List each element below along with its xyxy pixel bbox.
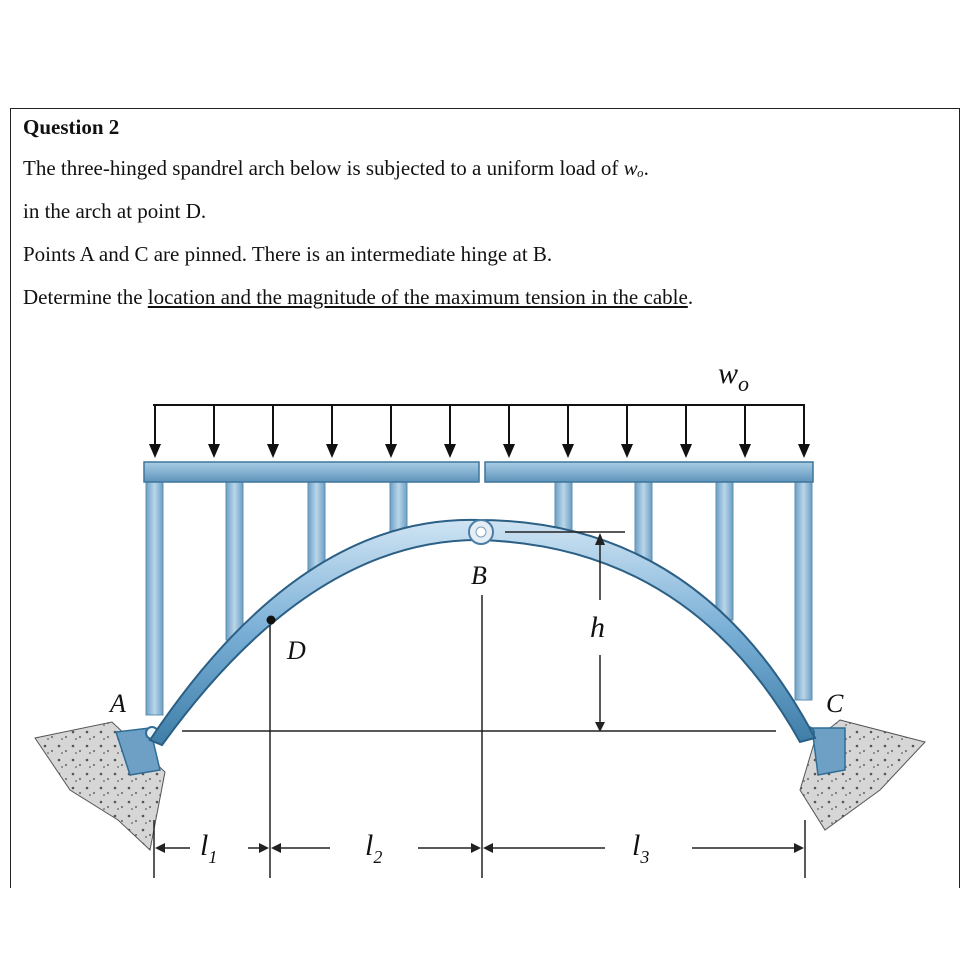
load-arrow [208,405,220,458]
load-label: $w_o$ [718,357,750,396]
deck [144,462,813,482]
label-l3: $l_3$ [632,829,650,867]
load-arrow [798,405,810,458]
line4-suffix: . [687,285,694,309]
load-arrow [680,405,692,458]
load-arrow [385,405,397,458]
load-symbol: wₒ [623,156,644,180]
load-arrow [621,405,633,458]
line1-text: The three-hinged spandrel arch below is subjected to a uniform load of [23,156,624,180]
column-6 [635,480,652,565]
label-h: h [590,611,605,644]
column-8 [795,480,812,700]
load-arrow [444,405,456,458]
line1-end: . [643,156,649,180]
support-right [800,720,925,830]
label-d: D [287,636,306,665]
label-a: A [110,689,126,718]
deck-right [485,462,813,482]
column-2 [226,480,243,640]
line4-prefix: Determine the [23,285,148,309]
question-line-2: in the arch at point D. [23,199,207,223]
load-arrow [149,405,161,458]
point-d [267,616,276,625]
line4-underlined: location and the magnitude of the maximum tension in the cable [147,285,688,309]
load-arrow [503,405,515,458]
support-left [35,722,165,850]
load-arrow [739,405,751,458]
load-arrow [562,405,574,458]
label-b: B [471,561,487,590]
deck-left [144,462,479,482]
column-1 [146,480,163,715]
question-title: Question 2 [23,115,120,139]
columns [146,480,812,715]
question-line-3: Points A and C are pinned. There is an intermediate hinge at B. [23,242,553,266]
label-c: C [826,689,844,718]
load-arrows [149,405,810,458]
load-arrow [267,405,279,458]
load-arrow [326,405,338,458]
column-7 [716,480,733,620]
label-l1: $l_1$ [200,829,218,867]
label-l2: $l_2$ [365,829,383,867]
